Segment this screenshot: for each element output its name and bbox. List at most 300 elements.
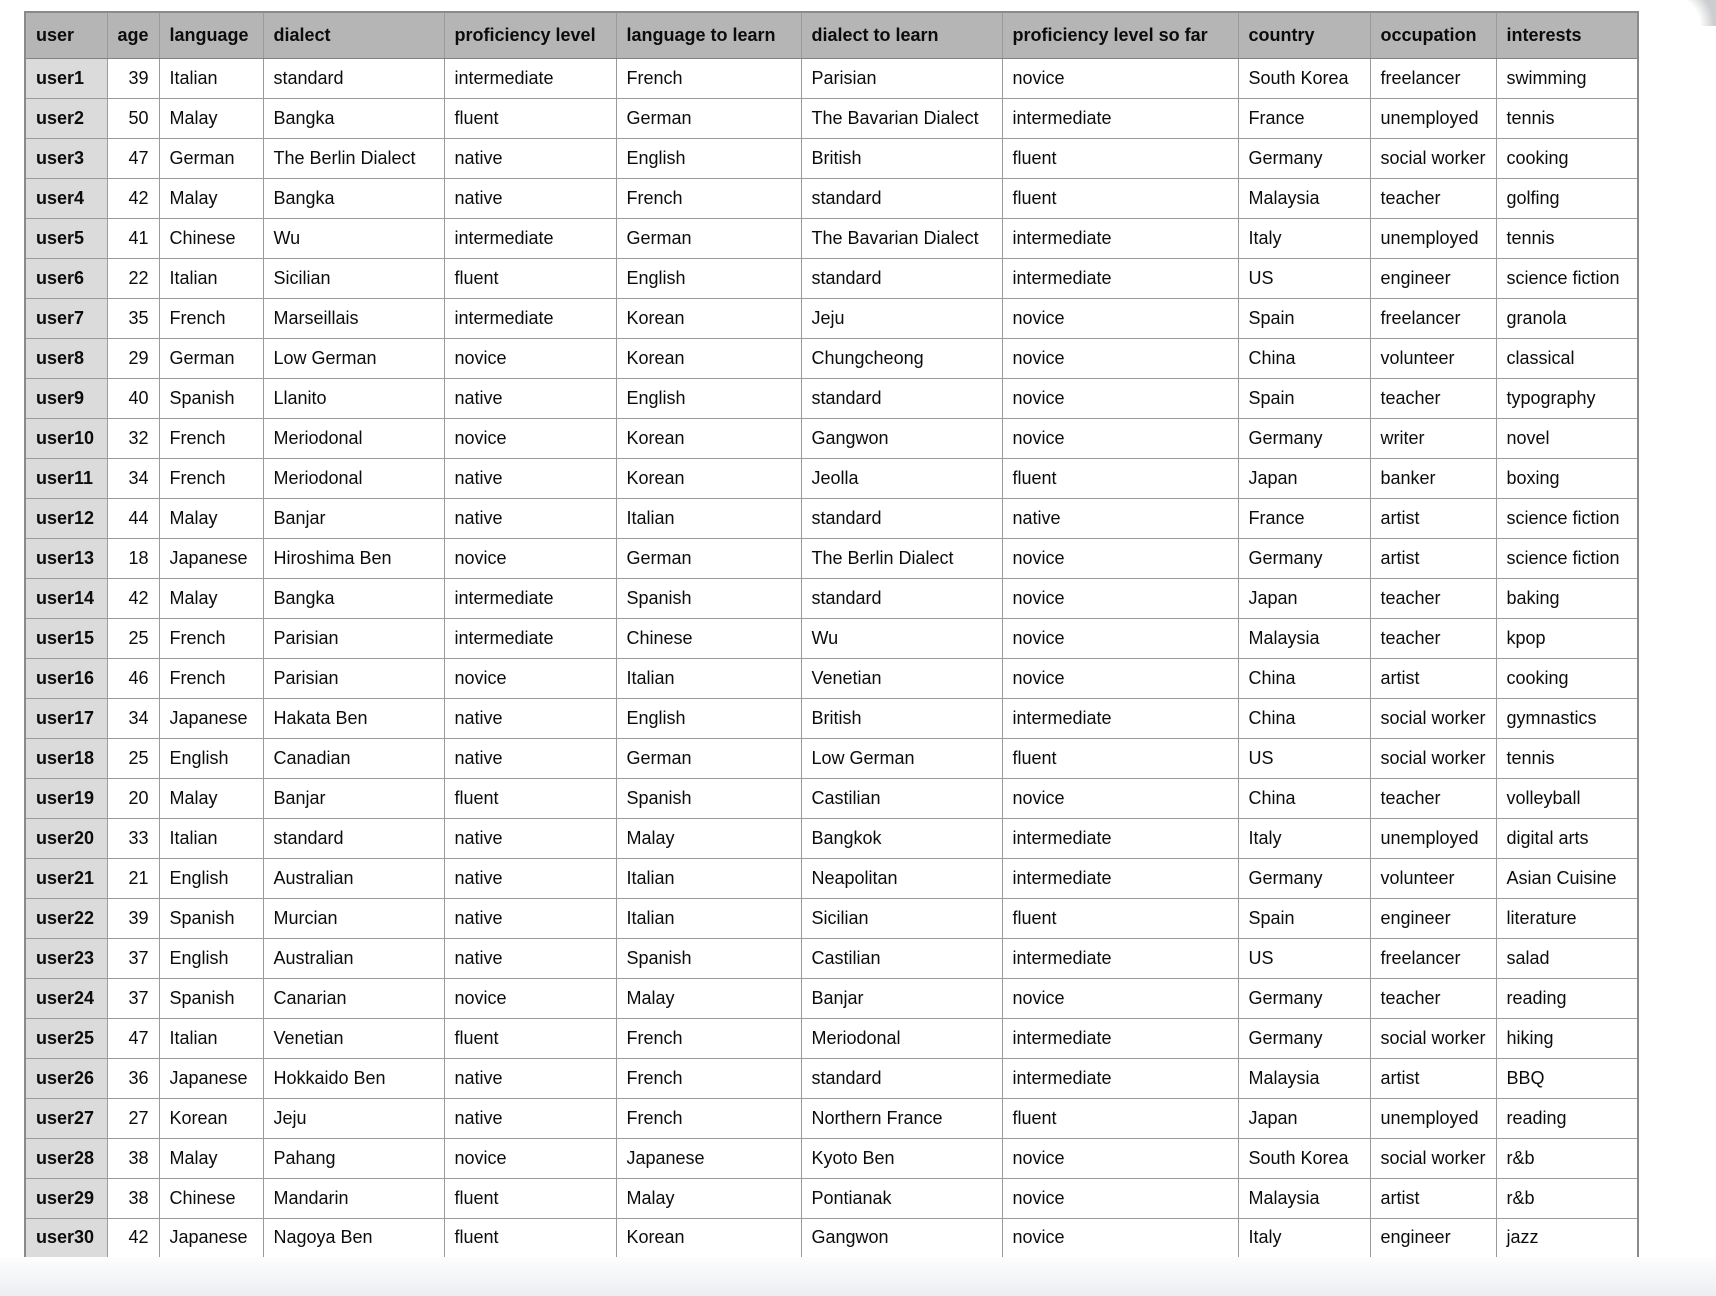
row-header: user16 bbox=[25, 658, 107, 698]
cell-country: South Korea bbox=[1238, 1138, 1370, 1178]
cell-language: Japanese bbox=[159, 1218, 263, 1258]
cell-dialect-to-learn: Sicilian bbox=[801, 898, 1002, 938]
cell-interests: boxing bbox=[1496, 458, 1638, 498]
cell-occupation: social worker bbox=[1370, 738, 1496, 778]
cell-age: 18 bbox=[107, 538, 159, 578]
cell-country: Italy bbox=[1238, 218, 1370, 258]
cell-dialect: Hiroshima Ben bbox=[263, 538, 444, 578]
cell-age: 42 bbox=[107, 578, 159, 618]
window-corner-shade bbox=[1670, 0, 1716, 26]
column-header-dialect: dialect bbox=[263, 12, 444, 58]
cell-dialect-to-learn: The Berlin Dialect bbox=[801, 538, 1002, 578]
cell-proficiency-level-so-far: novice bbox=[1002, 778, 1238, 818]
cell-proficiency-level: native bbox=[444, 138, 616, 178]
cell-dialect-to-learn: standard bbox=[801, 578, 1002, 618]
cell-occupation: social worker bbox=[1370, 1018, 1496, 1058]
cell-language: Malay bbox=[159, 578, 263, 618]
row-header: user13 bbox=[25, 538, 107, 578]
cell-language: Italian bbox=[159, 58, 263, 98]
cell-dialect: standard bbox=[263, 818, 444, 858]
row-header: user22 bbox=[25, 898, 107, 938]
cell-interests: classical bbox=[1496, 338, 1638, 378]
table-row bbox=[25, 858, 1638, 898]
cell-dialect: Meriodonal bbox=[263, 418, 444, 458]
cell-interests: golfing bbox=[1496, 178, 1638, 218]
cell-proficiency-level: native bbox=[444, 818, 616, 858]
column-header-proficiency-level-so-far: proficiency level so far bbox=[1002, 12, 1238, 58]
cell-country: Japan bbox=[1238, 578, 1370, 618]
cell-language-to-learn: Korean bbox=[616, 338, 801, 378]
cell-proficiency-level-so-far: novice bbox=[1002, 1138, 1238, 1178]
table-row bbox=[25, 458, 1638, 498]
cell-language-to-learn: French bbox=[616, 58, 801, 98]
cell-occupation: artist bbox=[1370, 1058, 1496, 1098]
cell-proficiency-level: fluent bbox=[444, 778, 616, 818]
table-row bbox=[25, 778, 1638, 818]
table-row bbox=[25, 658, 1638, 698]
cell-interests: baking bbox=[1496, 578, 1638, 618]
cell-proficiency-level-so-far: fluent bbox=[1002, 898, 1238, 938]
cell-language-to-learn: Spanish bbox=[616, 778, 801, 818]
cell-country: Germany bbox=[1238, 538, 1370, 578]
cell-dialect-to-learn: Castilian bbox=[801, 778, 1002, 818]
cell-age: 25 bbox=[107, 618, 159, 658]
row-header: user7 bbox=[25, 298, 107, 338]
cell-country: US bbox=[1238, 738, 1370, 778]
cell-dialect-to-learn: Northern France bbox=[801, 1098, 1002, 1138]
cell-proficiency-level-so-far: novice bbox=[1002, 418, 1238, 458]
cell-age: 22 bbox=[107, 258, 159, 298]
cell-language: Japanese bbox=[159, 538, 263, 578]
cell-dialect-to-learn: British bbox=[801, 138, 1002, 178]
cell-language-to-learn: Malay bbox=[616, 978, 801, 1018]
cell-dialect-to-learn: British bbox=[801, 698, 1002, 738]
cell-occupation: social worker bbox=[1370, 1138, 1496, 1178]
column-header-proficiency-level: proficiency level bbox=[444, 12, 616, 58]
cell-dialect: Venetian bbox=[263, 1018, 444, 1058]
cell-country: Spain bbox=[1238, 378, 1370, 418]
row-header: user28 bbox=[25, 1138, 107, 1178]
row-header: user30 bbox=[25, 1218, 107, 1258]
cell-age: 50 bbox=[107, 98, 159, 138]
cell-proficiency-level-so-far: intermediate bbox=[1002, 698, 1238, 738]
cell-occupation: freelancer bbox=[1370, 938, 1496, 978]
cell-language-to-learn: French bbox=[616, 1098, 801, 1138]
cell-dialect: Pahang bbox=[263, 1138, 444, 1178]
cell-country: Italy bbox=[1238, 818, 1370, 858]
cell-interests: cooking bbox=[1496, 138, 1638, 178]
cell-occupation: artist bbox=[1370, 1178, 1496, 1218]
cell-proficiency-level: fluent bbox=[444, 1018, 616, 1058]
row-header: user20 bbox=[25, 818, 107, 858]
cell-proficiency-level: intermediate bbox=[444, 578, 616, 618]
column-header-age: age bbox=[107, 12, 159, 58]
cell-language-to-learn: Malay bbox=[616, 1178, 801, 1218]
cell-proficiency-level-so-far: intermediate bbox=[1002, 938, 1238, 978]
row-header: user4 bbox=[25, 178, 107, 218]
cell-language-to-learn: English bbox=[616, 258, 801, 298]
cell-age: 32 bbox=[107, 418, 159, 458]
cell-interests: hiking bbox=[1496, 1018, 1638, 1058]
cell-age: 41 bbox=[107, 218, 159, 258]
cell-proficiency-level-so-far: novice bbox=[1002, 618, 1238, 658]
table-row bbox=[25, 418, 1638, 458]
cell-dialect: Canadian bbox=[263, 738, 444, 778]
row-header: user5 bbox=[25, 218, 107, 258]
cell-language-to-learn: Spanish bbox=[616, 578, 801, 618]
cell-age: 46 bbox=[107, 658, 159, 698]
cell-language: Chinese bbox=[159, 1178, 263, 1218]
cell-language: Japanese bbox=[159, 1058, 263, 1098]
row-header: user2 bbox=[25, 98, 107, 138]
row-header: user3 bbox=[25, 138, 107, 178]
cell-proficiency-level-so-far: intermediate bbox=[1002, 258, 1238, 298]
cell-age: 42 bbox=[107, 178, 159, 218]
cell-occupation: writer bbox=[1370, 418, 1496, 458]
cell-proficiency-level: intermediate bbox=[444, 218, 616, 258]
cell-dialect: Low German bbox=[263, 338, 444, 378]
cell-dialect: Wu bbox=[263, 218, 444, 258]
column-header-language: language bbox=[159, 12, 263, 58]
cell-age: 40 bbox=[107, 378, 159, 418]
cell-proficiency-level: native bbox=[444, 1098, 616, 1138]
table-row bbox=[25, 538, 1638, 578]
cell-dialect-to-learn: Pontianak bbox=[801, 1178, 1002, 1218]
cell-language-to-learn: German bbox=[616, 538, 801, 578]
cell-language-to-learn: Korean bbox=[616, 458, 801, 498]
column-header-user: user bbox=[25, 12, 107, 58]
column-header-dialect-to-learn: dialect to learn bbox=[801, 12, 1002, 58]
cell-language: French bbox=[159, 658, 263, 698]
cell-interests: reading bbox=[1496, 1098, 1638, 1138]
cell-age: 44 bbox=[107, 498, 159, 538]
cell-proficiency-level-so-far: novice bbox=[1002, 338, 1238, 378]
table-row bbox=[25, 818, 1638, 858]
cell-occupation: unemployed bbox=[1370, 218, 1496, 258]
row-header: user29 bbox=[25, 1178, 107, 1218]
cell-occupation: social worker bbox=[1370, 698, 1496, 738]
cell-proficiency-level-so-far: novice bbox=[1002, 378, 1238, 418]
cell-dialect: Meriodonal bbox=[263, 458, 444, 498]
cell-proficiency-level-so-far: novice bbox=[1002, 1218, 1238, 1258]
cell-proficiency-level-so-far: fluent bbox=[1002, 138, 1238, 178]
table-row bbox=[25, 1218, 1638, 1258]
cell-occupation: volunteer bbox=[1370, 858, 1496, 898]
cell-language-to-learn: Italian bbox=[616, 498, 801, 538]
cell-language: English bbox=[159, 738, 263, 778]
table-row bbox=[25, 498, 1638, 538]
cell-language: Malay bbox=[159, 778, 263, 818]
cell-proficiency-level-so-far: intermediate bbox=[1002, 858, 1238, 898]
cell-dialect-to-learn: Neapolitan bbox=[801, 858, 1002, 898]
cell-country: France bbox=[1238, 498, 1370, 538]
cell-language-to-learn: Korean bbox=[616, 418, 801, 458]
table-row bbox=[25, 58, 1638, 98]
row-header: user25 bbox=[25, 1018, 107, 1058]
cell-proficiency-level-so-far: novice bbox=[1002, 978, 1238, 1018]
cell-dialect-to-learn: Parisian bbox=[801, 58, 1002, 98]
cell-occupation: unemployed bbox=[1370, 98, 1496, 138]
cell-occupation: teacher bbox=[1370, 378, 1496, 418]
cell-language: French bbox=[159, 618, 263, 658]
cell-dialect: Banjar bbox=[263, 778, 444, 818]
cell-age: 35 bbox=[107, 298, 159, 338]
cell-interests: science fiction bbox=[1496, 498, 1638, 538]
cell-age: 38 bbox=[107, 1138, 159, 1178]
cell-proficiency-level-so-far: novice bbox=[1002, 538, 1238, 578]
cell-dialect: Sicilian bbox=[263, 258, 444, 298]
cell-occupation: unemployed bbox=[1370, 818, 1496, 858]
cell-proficiency-level-so-far: novice bbox=[1002, 1178, 1238, 1218]
cell-language: Spanish bbox=[159, 978, 263, 1018]
row-header: user6 bbox=[25, 258, 107, 298]
cell-dialect-to-learn: Gangwon bbox=[801, 418, 1002, 458]
cell-interests: typography bbox=[1496, 378, 1638, 418]
cell-age: 47 bbox=[107, 138, 159, 178]
cell-dialect: Murcian bbox=[263, 898, 444, 938]
row-header: user9 bbox=[25, 378, 107, 418]
cell-language: Italian bbox=[159, 1018, 263, 1058]
cell-country: US bbox=[1238, 258, 1370, 298]
cell-dialect: Marseillais bbox=[263, 298, 444, 338]
cell-proficiency-level-so-far: native bbox=[1002, 498, 1238, 538]
cell-country: Italy bbox=[1238, 1218, 1370, 1258]
cell-dialect: Bangka bbox=[263, 578, 444, 618]
cell-occupation: artist bbox=[1370, 538, 1496, 578]
cell-country: Germany bbox=[1238, 858, 1370, 898]
cell-dialect: Hokkaido Ben bbox=[263, 1058, 444, 1098]
header-row bbox=[25, 12, 1638, 58]
cell-interests: jazz bbox=[1496, 1218, 1638, 1258]
cell-proficiency-level: native bbox=[444, 458, 616, 498]
cell-proficiency-level: novice bbox=[444, 418, 616, 458]
table-row bbox=[25, 1138, 1638, 1178]
cell-proficiency-level-so-far: intermediate bbox=[1002, 1018, 1238, 1058]
cell-dialect-to-learn: Chungcheong bbox=[801, 338, 1002, 378]
row-header: user12 bbox=[25, 498, 107, 538]
cell-dialect: Mandarin bbox=[263, 1178, 444, 1218]
cell-interests: tennis bbox=[1496, 98, 1638, 138]
cell-proficiency-level: native bbox=[444, 498, 616, 538]
cell-proficiency-level-so-far: novice bbox=[1002, 578, 1238, 618]
cell-occupation: engineer bbox=[1370, 898, 1496, 938]
cell-proficiency-level-so-far: fluent bbox=[1002, 458, 1238, 498]
cell-proficiency-level: fluent bbox=[444, 1178, 616, 1218]
cell-dialect-to-learn: Bangkok bbox=[801, 818, 1002, 858]
cell-language: Malay bbox=[159, 98, 263, 138]
cell-dialect: Jeju bbox=[263, 1098, 444, 1138]
cell-language: Japanese bbox=[159, 698, 263, 738]
row-header: user23 bbox=[25, 938, 107, 978]
cell-language-to-learn: English bbox=[616, 138, 801, 178]
cell-proficiency-level: native bbox=[444, 698, 616, 738]
cell-age: 39 bbox=[107, 58, 159, 98]
cell-age: 42 bbox=[107, 1218, 159, 1258]
cell-language: Malay bbox=[159, 498, 263, 538]
cell-interests: volleyball bbox=[1496, 778, 1638, 818]
cell-language-to-learn: Korean bbox=[616, 298, 801, 338]
cell-interests: granola bbox=[1496, 298, 1638, 338]
cell-proficiency-level: native bbox=[444, 858, 616, 898]
cell-language-to-learn: Chinese bbox=[616, 618, 801, 658]
cell-dialect: Hakata Ben bbox=[263, 698, 444, 738]
cell-interests: science fiction bbox=[1496, 258, 1638, 298]
cell-country: Germany bbox=[1238, 138, 1370, 178]
cell-language: Malay bbox=[159, 1138, 263, 1178]
cell-proficiency-level: native bbox=[444, 1058, 616, 1098]
cell-occupation: banker bbox=[1370, 458, 1496, 498]
table-row bbox=[25, 938, 1638, 978]
cell-dialect: standard bbox=[263, 58, 444, 98]
row-header: user10 bbox=[25, 418, 107, 458]
cell-dialect: Australian bbox=[263, 938, 444, 978]
table-row bbox=[25, 298, 1638, 338]
cell-country: Malaysia bbox=[1238, 178, 1370, 218]
cell-language: Italian bbox=[159, 818, 263, 858]
cell-age: 27 bbox=[107, 1098, 159, 1138]
cell-age: 38 bbox=[107, 1178, 159, 1218]
row-header: user21 bbox=[25, 858, 107, 898]
cell-occupation: social worker bbox=[1370, 138, 1496, 178]
cell-proficiency-level: intermediate bbox=[444, 58, 616, 98]
cell-occupation: volunteer bbox=[1370, 338, 1496, 378]
cell-dialect-to-learn: Castilian bbox=[801, 938, 1002, 978]
cell-proficiency-level: intermediate bbox=[444, 298, 616, 338]
cell-age: 37 bbox=[107, 938, 159, 978]
cell-occupation: teacher bbox=[1370, 778, 1496, 818]
cell-language-to-learn: Malay bbox=[616, 818, 801, 858]
cell-proficiency-level-so-far: novice bbox=[1002, 298, 1238, 338]
cell-proficiency-level: native bbox=[444, 178, 616, 218]
cell-country: Malaysia bbox=[1238, 618, 1370, 658]
cell-interests: tennis bbox=[1496, 738, 1638, 778]
cell-country: France bbox=[1238, 98, 1370, 138]
cell-dialect-to-learn: standard bbox=[801, 258, 1002, 298]
cell-country: Japan bbox=[1238, 1098, 1370, 1138]
cell-country: Germany bbox=[1238, 1018, 1370, 1058]
table-row bbox=[25, 1018, 1638, 1058]
cell-interests: r&b bbox=[1496, 1138, 1638, 1178]
cell-proficiency-level: native bbox=[444, 898, 616, 938]
cell-occupation: teacher bbox=[1370, 178, 1496, 218]
cell-dialect: Parisian bbox=[263, 618, 444, 658]
cell-language: German bbox=[159, 338, 263, 378]
cell-age: 47 bbox=[107, 1018, 159, 1058]
cell-dialect-to-learn: The Bavarian Dialect bbox=[801, 218, 1002, 258]
table-row bbox=[25, 578, 1638, 618]
row-header: user18 bbox=[25, 738, 107, 778]
cell-dialect-to-learn: Gangwon bbox=[801, 1218, 1002, 1258]
cell-interests: kpop bbox=[1496, 618, 1638, 658]
cell-language: Spanish bbox=[159, 378, 263, 418]
cell-proficiency-level-so-far: novice bbox=[1002, 658, 1238, 698]
cell-age: 37 bbox=[107, 978, 159, 1018]
bottom-fade bbox=[0, 1257, 1716, 1296]
column-header-language-to-learn: language to learn bbox=[616, 12, 801, 58]
row-header: user11 bbox=[25, 458, 107, 498]
cell-dialect-to-learn: Jeju bbox=[801, 298, 1002, 338]
cell-dialect: The Berlin Dialect bbox=[263, 138, 444, 178]
table-row bbox=[25, 1178, 1638, 1218]
cell-proficiency-level: novice bbox=[444, 338, 616, 378]
cell-age: 34 bbox=[107, 698, 159, 738]
cell-interests: swimming bbox=[1496, 58, 1638, 98]
cell-language: French bbox=[159, 458, 263, 498]
cell-age: 34 bbox=[107, 458, 159, 498]
cell-language-to-learn: French bbox=[616, 178, 801, 218]
cell-dialect-to-learn: standard bbox=[801, 1058, 1002, 1098]
cell-country: Germany bbox=[1238, 418, 1370, 458]
cell-language: French bbox=[159, 298, 263, 338]
table-row bbox=[25, 258, 1638, 298]
cell-language-to-learn: Italian bbox=[616, 858, 801, 898]
cell-interests: literature bbox=[1496, 898, 1638, 938]
cell-dialect-to-learn: Kyoto Ben bbox=[801, 1138, 1002, 1178]
table-row bbox=[25, 1098, 1638, 1138]
table-row bbox=[25, 98, 1638, 138]
cell-proficiency-level-so-far: fluent bbox=[1002, 1098, 1238, 1138]
cell-interests: tennis bbox=[1496, 218, 1638, 258]
cell-language: Malay bbox=[159, 178, 263, 218]
row-header: user27 bbox=[25, 1098, 107, 1138]
cell-interests: salad bbox=[1496, 938, 1638, 978]
cell-proficiency-level: fluent bbox=[444, 258, 616, 298]
cell-country: China bbox=[1238, 778, 1370, 818]
cell-occupation: teacher bbox=[1370, 978, 1496, 1018]
cell-dialect: Llanito bbox=[263, 378, 444, 418]
cell-proficiency-level: novice bbox=[444, 658, 616, 698]
cell-interests: cooking bbox=[1496, 658, 1638, 698]
cell-country: Malaysia bbox=[1238, 1178, 1370, 1218]
cell-proficiency-level: native bbox=[444, 378, 616, 418]
cell-language-to-learn: English bbox=[616, 698, 801, 738]
cell-dialect: Bangka bbox=[263, 98, 444, 138]
cell-language-to-learn: French bbox=[616, 1018, 801, 1058]
cell-language-to-learn: German bbox=[616, 98, 801, 138]
cell-proficiency-level-so-far: intermediate bbox=[1002, 98, 1238, 138]
cell-age: 39 bbox=[107, 898, 159, 938]
cell-interests: Asian Cuisine bbox=[1496, 858, 1638, 898]
cell-language-to-learn: German bbox=[616, 218, 801, 258]
cell-dialect-to-learn: standard bbox=[801, 178, 1002, 218]
cell-country: South Korea bbox=[1238, 58, 1370, 98]
cell-interests: novel bbox=[1496, 418, 1638, 458]
cell-dialect-to-learn: Jeolla bbox=[801, 458, 1002, 498]
table-row bbox=[25, 178, 1638, 218]
cell-interests: reading bbox=[1496, 978, 1638, 1018]
cell-proficiency-level-so-far: novice bbox=[1002, 58, 1238, 98]
row-header: user8 bbox=[25, 338, 107, 378]
cell-interests: science fiction bbox=[1496, 538, 1638, 578]
cell-occupation: teacher bbox=[1370, 578, 1496, 618]
cell-country: Japan bbox=[1238, 458, 1370, 498]
cell-age: 25 bbox=[107, 738, 159, 778]
cell-language-to-learn: Korean bbox=[616, 1218, 801, 1258]
cell-dialect-to-learn: Low German bbox=[801, 738, 1002, 778]
column-header-country: country bbox=[1238, 12, 1370, 58]
cell-occupation: engineer bbox=[1370, 258, 1496, 298]
cell-proficiency-level: intermediate bbox=[444, 618, 616, 658]
users-language-table bbox=[24, 11, 1639, 1259]
cell-proficiency-level: novice bbox=[444, 1138, 616, 1178]
cell-language-to-learn: Italian bbox=[616, 658, 801, 698]
cell-country: Germany bbox=[1238, 978, 1370, 1018]
cell-proficiency-level-so-far: intermediate bbox=[1002, 818, 1238, 858]
cell-language: French bbox=[159, 418, 263, 458]
cell-proficiency-level: novice bbox=[444, 538, 616, 578]
cell-language-to-learn: French bbox=[616, 1058, 801, 1098]
cell-dialect: Nagoya Ben bbox=[263, 1218, 444, 1258]
